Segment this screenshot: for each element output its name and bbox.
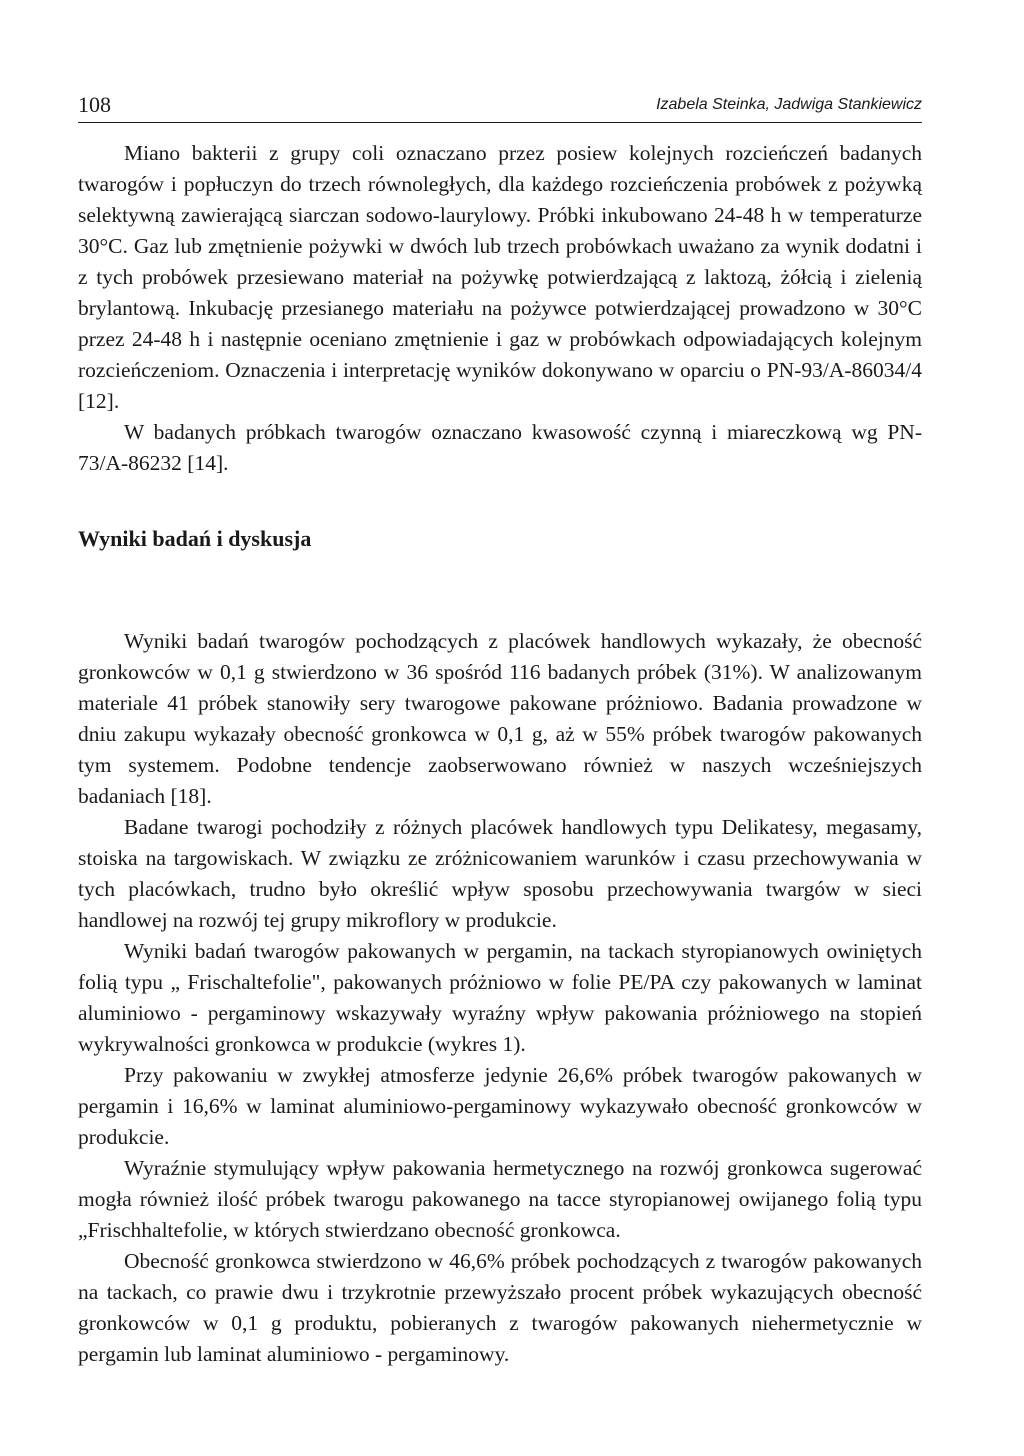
paragraph: Wyniki badań twarogów pakowanych w pergamin, na tackach styropianowych owiniętych folią typu „ Frischaltefolie", pakowanych próżniowo w folie PE/PA czy pakowanych w laminat aluminiowo - pergaminowy wskazywały wyraźny wpływ pakowania próżniowego na stopień wykrywalności gronkowca w produkcie (wykres 1).: [78, 939, 922, 1056]
paragraph: Miano bakterii z grupy coli oznaczano przez posiew kolejnych rozcieńczeń badanych twarogów i popłuczyn do trzech równoległych, dla każdego rozcieńczenia probówek z pożywką selektywną zawierającą siarczan sodowo-laurylowy. Próbki inkubowano 24-48 h w temperaturze 30°C. Gaz lub zmętnienie pożywki w dwóch lub trzech probówkach uważano za wynik dodatni i z tych probówek przesiewano materiał na pożywkę potwierdzającą z laktozą, żółcią i zielenią brylantową. Inkubację przesianego materiału na pożywce potwierdzającej prowadzono w 30°C przez 24-48 h i następnie oceniano zmętnienie i gaz w probówkach odpowiadających kolejnym rozcieńczeniom. Oznaczenia i interpretację wyników dokonywano w oparciu o PN-93/A-86034/4 [12].: [78, 141, 922, 413]
paragraph: Wyraźnie stymulujący wpływ pakowania hermetycznego na rozwój gronkowca sugerować mogła również ilość próbek twarogu pakowanego na tacce styropianowej owijanego folią typu „Frischhaltefolie, w których stwierdzano obecność gronkowca.: [78, 1156, 922, 1242]
results-section: [78, 626, 922, 1370]
paragraph: Przy pakowaniu w zwykłej atmosferze jedynie 26,6% próbek twarogów pakowanych w pergamin i 16,6% w laminat aluminiowo-pergaminowy wykazywało obecność gronkowców w produkcie.: [78, 1063, 922, 1149]
document-page: [78, 88, 922, 1366]
paragraph: Wyniki badań twarogów pochodzących z placówek handlowych wykazały, że obecność gronkowców w 0,1 g stwierdzono w 36 spośród 116 badanych próbek (31%). W analizowanym materiale 41 próbek stanowiły sery twarogowe pakowane próżniowo. Badania prowadzone w dniu zakupu wykazały obecność gronkowca w 0,1 g, aż w 55% próbek twarogów pakowanych tym systemem. Podobne tendencje zaobserwowano również w naszych wcześniejszych badaniach [18].: [78, 629, 922, 808]
header-authors: Izabela Steinka, Jadwiga Stankiewicz: [656, 96, 922, 113]
paragraph: W badanych próbkach twarogów oznaczano kwasowość czynną i miareczkową wg PN-73/A-86232 [14].: [78, 420, 922, 475]
page-number: 108: [78, 92, 111, 117]
methods-section: [78, 138, 922, 479]
section-heading: Wyniki badań i dyskusja: [78, 526, 312, 551]
paragraph: Badane twarogi pochodziły z różnych placówek handlowych typu Delikatesy, megasamy, stoiska na targowiskach. W związku ze zróżnicowaniem warunków i czasu przechowywania w tych placówkach, trudno było określić wpływ sposobu przechowywania twargów w sieci handlowej na rozwój tej grupy mikroflory w produkcie.: [78, 815, 922, 932]
paragraph: Obecność gronkowca stwierdzono w 46,6% próbek pochodzących z twarogów pakowanych na tackach, co prawie dwu i trzykrotnie przewyższało procent próbek wykazujących obecność gronkowców w 0,1 g produktu, pobieranych z twarogów pakowanych niehermetycznie w pergamin lub laminat aluminiowo - pergaminowy.: [78, 1249, 922, 1366]
running-header: [78, 88, 922, 123]
